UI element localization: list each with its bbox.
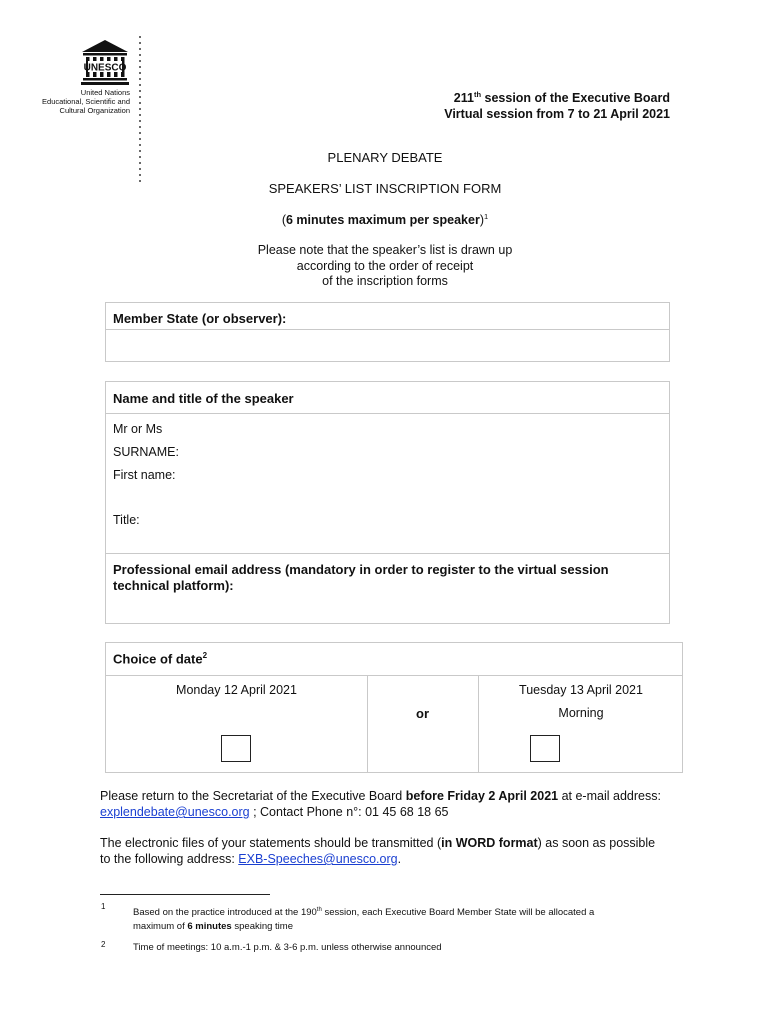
session-info (444, 87, 670, 122)
unesco-logo (80, 38, 130, 86)
monday-checkbox[interactable] (221, 735, 251, 762)
email-field[interactable] (113, 598, 663, 618)
email-label: Professional email address (mandatory in order to register to the virtual session technical platform): (113, 562, 609, 593)
info-line: Please note that the speaker’s list is drawn up (257, 243, 513, 257)
org-name (30, 88, 130, 115)
org-name-line: United Nations (80, 88, 130, 97)
form-title: SPEAKERS’ LIST INSCRIPTION FORM (268, 181, 502, 196)
session-number: 211 (453, 91, 474, 106)
info-line: according to the order of receipt (296, 258, 474, 273)
footnote-ref: 2 (202, 651, 208, 660)
order-info (0, 243, 770, 290)
date-option-tuesday: Tuesday 13 April 2021 (519, 683, 643, 697)
time-note: (6 minutes maximum per speaker)$^1$ (281, 212, 489, 228)
speaker-box (105, 381, 670, 624)
date-choice-header: Choice of date$^2$ (113, 651, 208, 667)
tuesday-session: Morning (558, 706, 604, 720)
logo-wordmark: UNESCO (83, 62, 127, 74)
session-text: session of the Executive Board (481, 91, 670, 106)
return-instructions: Please return to the Secretariat of the Executive Board before Friday 2 April 2021 at e-mail address: explendebate@unesco.org ; Contact Phone n°: 01 45 68 18 65 (100, 789, 661, 819)
surname-field[interactable]: SURNAME: (113, 445, 179, 459)
temple-icon (80, 38, 130, 86)
member-state-label: Member State (or observer): (113, 311, 287, 326)
org-name-line: Cultural Organization (59, 106, 130, 115)
email-link-speeches[interactable]: EXB-Speeches@unesco.org (238, 852, 398, 866)
speaker-header: Name and title of the speaker (113, 391, 294, 406)
org-name-line: Educational, Scientific and (42, 97, 130, 106)
or-label: or (416, 706, 429, 721)
tuesday-checkbox[interactable] (530, 735, 560, 762)
honorific-field[interactable]: Mr or Ms (113, 422, 163, 436)
date-option-monday: Monday 12 April 2021 (176, 683, 297, 697)
footnote-2: Time of meetings: 10 a.m.-1 p.m. & 3-6 p.m. unless otherwise announced (133, 942, 442, 953)
member-state-box (105, 302, 670, 362)
footnote-2-number: 2 (101, 940, 106, 949)
deadline: before Friday 2 April 2021 (405, 789, 559, 803)
session-suffix: th (473, 90, 482, 99)
footnote-1: Based on the practice introduced at the 190th session, each Executive Board Member State will be allocated a maximum of 6 minutes speaking time (133, 907, 595, 933)
firstname-field[interactable]: First name: (113, 468, 176, 482)
email-link-debate[interactable]: explendebate@unesco.org (100, 805, 250, 819)
time-note-bold: 6 minutes maximum per speaker (285, 213, 480, 228)
member-state-field[interactable] (113, 337, 663, 357)
footnote-1-number: 1 (101, 902, 106, 911)
info-line: of the inscription forms (322, 274, 448, 288)
file-instructions: The electronic files of your statements should be transmitted (in WORD format) as soon as possible to the following address: EXB-Speeches@unesco.org. (100, 836, 656, 866)
footnote-divider (100, 894, 270, 895)
session-dates: Virtual session from 7 to 21 April 2021 (444, 106, 670, 121)
footnote-ref: 1 (484, 212, 489, 221)
page-title: PLENARY DEBATE (327, 150, 443, 165)
title-field[interactable]: Title: (113, 513, 140, 527)
format-note: in WORD format (441, 836, 538, 850)
date-choice-box (105, 642, 683, 773)
